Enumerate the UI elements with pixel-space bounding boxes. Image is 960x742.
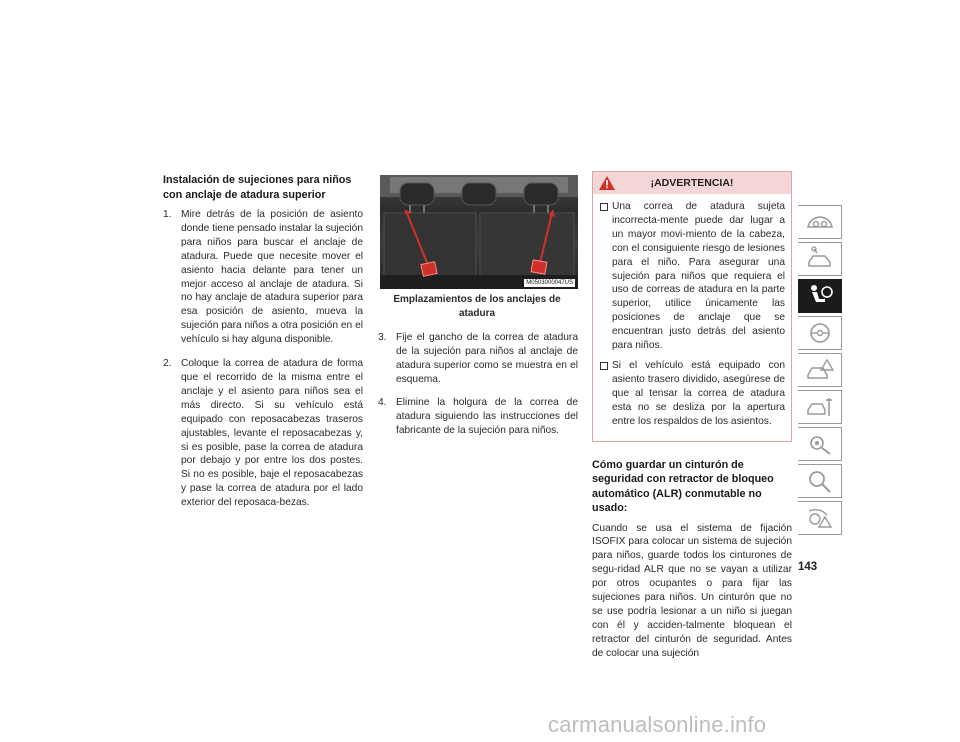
step-number: 1. — [163, 209, 172, 220]
warning-box — [592, 171, 792, 442]
warning-header — [593, 172, 791, 194]
warning-title: ¡ADVERTENCIA! — [650, 177, 734, 189]
warning-item — [599, 359, 785, 429]
step-text: Elimine la holgura de la correa de atadura siguiendo las instrucciones del fabricante de la sujeción para niños. — [396, 397, 578, 437]
step-item — [163, 357, 363, 510]
seat-illustration — [380, 175, 578, 289]
step-item — [378, 396, 578, 438]
car-key-icon — [805, 246, 835, 272]
step-text: Mire detrás de la posición de asiento donde tiene pensado instalar la sujeción para niños para buscar el anclaje de atadura. Puede que necesite mover el asiento hacia delante para tener un mejor acceso al anclaje de atadura. Si no hay anclaje de atadura superior para esa posición de asiento, mueva la sujeción para niños a otra posición en el vehículo si hay alguna disponible. — [181, 209, 363, 346]
checkbox-bullet-icon — [600, 203, 608, 211]
chapter-tab-languages[interactable] — [798, 501, 842, 535]
watermark: carmanualsonline.info — [548, 712, 767, 737]
section-heading: Instalación de sujeciones para niños con anclaje de atadura superior — [163, 174, 352, 201]
tether-anchor-photo — [380, 175, 578, 289]
chapter-tab-driving[interactable] — [798, 316, 842, 350]
chapter-tab-service[interactable] — [798, 390, 842, 424]
warning-list — [593, 194, 791, 441]
step-number: 3. — [378, 331, 387, 343]
step-item — [378, 331, 578, 387]
airbag-seat-icon — [805, 283, 835, 309]
chapter-tab-index[interactable] — [798, 464, 842, 498]
step-text: Fije el gancho de la correa de atadura de la sujeción para niños al anclaje de atadura superior como se muestra en el esquema. — [396, 331, 578, 385]
language-index-icon — [805, 505, 835, 531]
chapter-tab-specs[interactable] — [798, 427, 842, 461]
gear-wrench-icon — [805, 431, 835, 457]
steering-wheel-icon — [805, 320, 835, 346]
magnifier-icon — [805, 468, 835, 494]
step-number: 4. — [378, 397, 387, 409]
steps-list — [378, 331, 578, 438]
warning-triangle-icon — [599, 176, 615, 190]
car-dashboard-icon — [805, 209, 835, 235]
figure-code: M0503000047US — [526, 280, 573, 286]
step-item — [163, 208, 363, 347]
warning-text: Si el vehículo está equipado con asiento trasero dividido, asegúrese de que al tensar la correa de atadura esta no se desliza por la apertura entre los respaldos de los asientos. — [612, 359, 785, 427]
chapter-tabs — [798, 205, 842, 538]
section-heading: Cómo guardar un cinturón de seguridad con retractor de bloqueo automático (ALR) conmutable no usado: — [592, 458, 774, 514]
step-text: Coloque la correa de atadura de forma que el recorrido de la misma entre el anclaje y el asiento para niños sea el más directo. Si su vehículo está equipado con reposacabezas traseros ajustables, levante el reposacabezas y, si es posible, pase la correa de atadura por debajo y por entre los dos postes. Si no es posible, baje el reposacabezas y pase la correa de atadura por el lado exterior del reposaca-bezas. — [181, 358, 363, 509]
car-service-icon — [805, 394, 835, 420]
column-middle — [378, 173, 578, 448]
chapter-tab-dashboard[interactable] — [798, 205, 842, 239]
warning-item — [599, 200, 785, 353]
page-number: 143 — [798, 561, 818, 573]
checkbox-bullet-icon — [600, 362, 608, 370]
chapter-tab-emergency[interactable] — [798, 353, 842, 387]
step-number: 2. — [163, 358, 172, 370]
chapter-tab-safety[interactable] — [798, 279, 842, 313]
body-paragraph: Cuando se usa el sistema de fijación ISOFIX para colocar un sistema de sujeción para niños, guarde todos los cinturones de segu-ridad ALR que no se vayan a utilizar por otros ocupantes o para fijar las sujeciones para niños. Un cinturón que no se use podría lesionar a un niño si juegan con él y acciden-talmente bloquean el retractor del cinturón de seguridad. Antes de colocar una sujeción — [592, 522, 792, 659]
column-right — [592, 173, 792, 661]
figure-caption: Emplazamientos de los anclajes de atadura — [393, 294, 561, 319]
column-left — [163, 173, 363, 520]
steps-list — [163, 208, 363, 510]
car-warning-icon — [805, 357, 835, 383]
warning-text: Una correa de atadura sujeta incorrecta-mente puede dar lugar a un mayor movi-miento de la cabeza, con el consiguiente riesgo de lesiones para el niño. Para asegurar una sujeción para niños que requiera el uso de correas de atadura en la parte superior, utilice únicamente las posiciones de anclaje que se encuentran justo detrás del asiento para niños. — [612, 201, 785, 352]
chapter-tab-keys[interactable] — [798, 242, 842, 276]
